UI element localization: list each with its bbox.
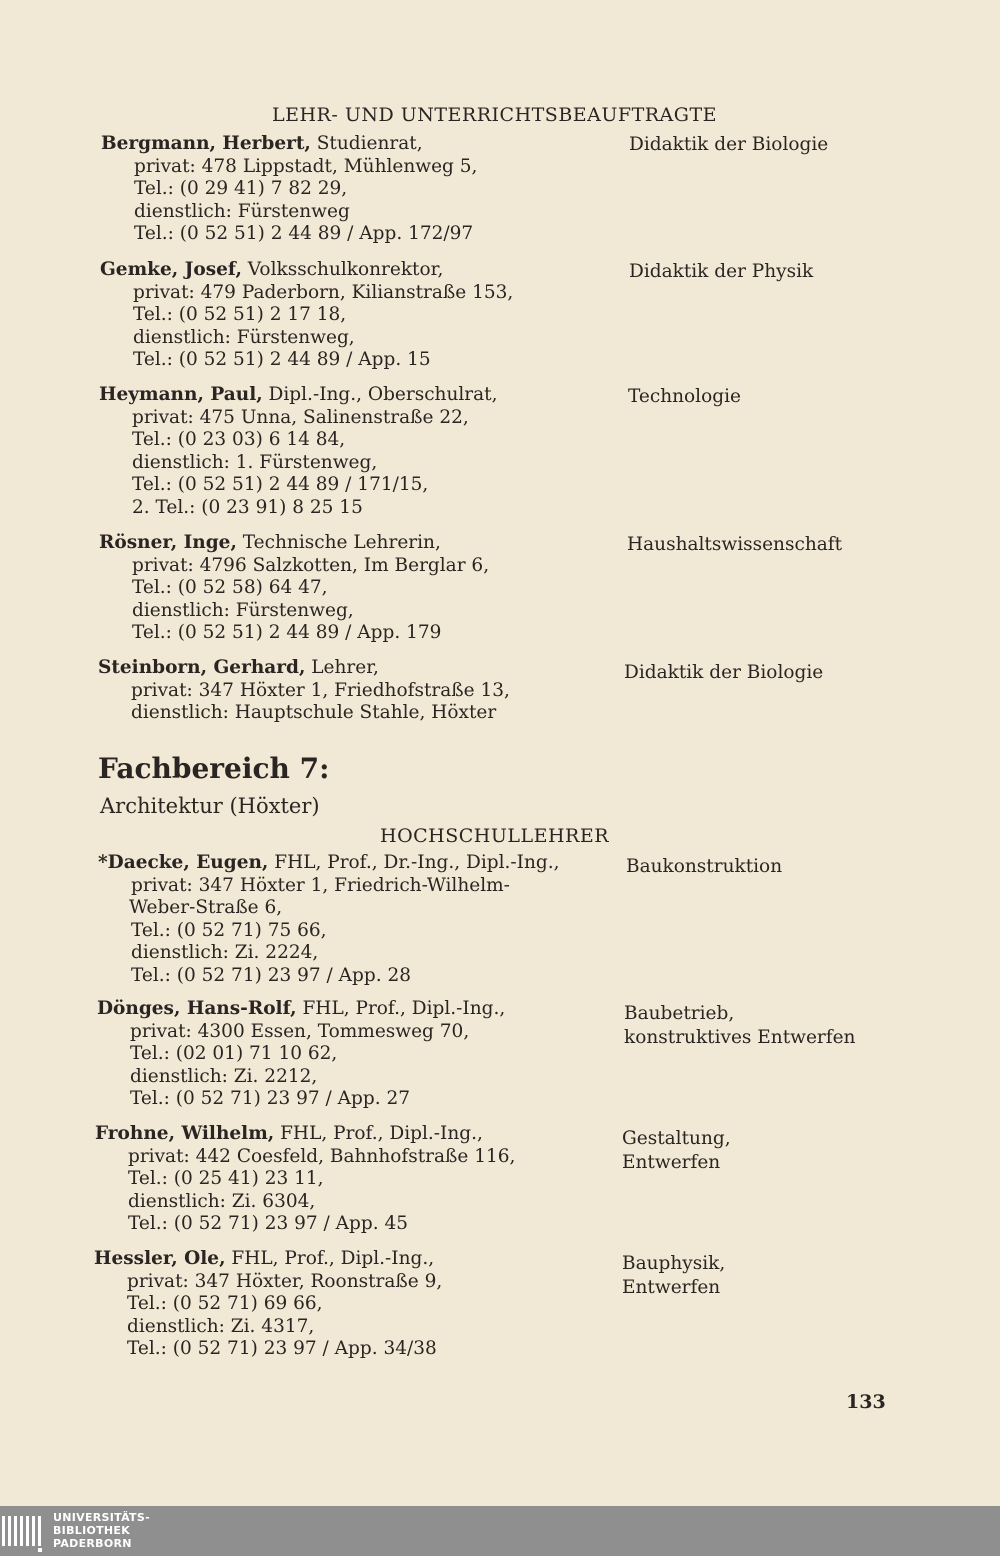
entry-line: privat: 479 Paderborn, Kilianstraße 153, — [133, 281, 514, 303]
logo-line: PADERBORN — [53, 1537, 132, 1550]
subject-line: konstruktives Entwerfen — [624, 1027, 856, 1048]
section-heading: LEHR- UND UNTERRICHTSBEAUFTRAGTE — [272, 104, 717, 126]
entry-line: privat: 442 Coesfeld, Bahnhofstraße 116, — [128, 1145, 516, 1167]
person-name: Frohne, Wilhelm, — [95, 1123, 275, 1144]
subject-line: Entwerfen — [622, 1152, 721, 1173]
person-title: FHL, Prof., Dipl.-Ing., — [225, 1248, 435, 1269]
subject-area: Didaktik der Biologie — [629, 134, 829, 155]
hochschullehrer-entry — [94, 1248, 442, 1361]
entry-line: Tel.: (02 01) 71 10 62, — [130, 1043, 338, 1064]
subject-area — [624, 1002, 855, 1050]
entry-line: privat: 347 Höxter 1, Friedhofstraße 13, — [131, 679, 510, 701]
entry-line: dienstlich: 1. Fürstenweg, — [132, 451, 378, 473]
entry-line: dienstlich: Zi. 2224, — [131, 942, 319, 963]
person-name: Hessler, Ole, — [94, 1248, 226, 1269]
fachbereich-subtitle: Architektur (Höxter) — [100, 794, 320, 818]
subject-line: Bauphysik, — [622, 1253, 726, 1274]
person-name: *Daecke, Eugen, — [98, 852, 269, 873]
lehr-entry — [98, 657, 510, 725]
person-name: Steinborn, Gerhard, — [98, 657, 306, 678]
subject-area: Haushaltswissenschaft — [627, 534, 843, 555]
entry-line: Tel.: (0 52 71) 75 66, — [131, 919, 327, 941]
entry-line: Tel.: (0 29 41) 7 82 29, — [134, 178, 348, 199]
fachbereich-title: Fachbereich 7: — [98, 752, 330, 785]
entry-line: Tel.: (0 52 51) 2 44 89 / 171/15, — [132, 474, 429, 495]
subject-area: Technologie — [628, 386, 741, 407]
subject-area — [622, 1127, 731, 1175]
entry-line: dienstlich: Zi. 4317, — [127, 1315, 315, 1337]
entry-line: dienstlich: Fürstenweg, — [132, 599, 354, 621]
person-title: FHL, Prof., Dr.-Ing., Dipl.-Ing., — [268, 852, 560, 873]
entry-line: privat: 475 Unna, Salinenstraße 22, — [132, 406, 469, 428]
subject-line: Baubetrieb, — [624, 1003, 735, 1024]
library-footer — [0, 1506, 1000, 1556]
subject-area: Didaktik der Biologie — [624, 662, 824, 683]
entry-line: Tel.: (0 52 71) 23 97 / App. 27 — [130, 1088, 410, 1109]
subject-area: Baukonstruktion — [626, 856, 783, 877]
entry-line: privat: 347 Höxter 1, Friedrich-Wilhelm- — [131, 874, 510, 896]
logo-line: BIBLIOTHEK — [53, 1524, 131, 1537]
hochschullehrer-heading: HOCHSCHULLEHRER — [380, 825, 610, 847]
subject-line: Gestaltung, — [622, 1128, 731, 1149]
person-title: Volksschulkonrektor, — [241, 259, 444, 280]
entry-line: dienstlich: Zi. 2212, — [130, 1065, 318, 1087]
entry-line: dienstlich: Fürstenweg, — [133, 326, 355, 348]
entry-line: dienstlich: Hauptschule Stahle, Höxter — [131, 702, 497, 723]
entry-line: Tel.: (0 52 51) 2 44 89 / App. 172/97 — [134, 223, 474, 244]
entry-line: privat: 347 Höxter, Roonstraße 9, — [127, 1270, 443, 1292]
person-title: FHL, Prof., Dipl.-Ing., — [274, 1123, 483, 1144]
person-name: Dönges, Hans-Rolf, — [97, 998, 297, 1019]
page-number: 133 — [846, 1391, 886, 1413]
library-logo-text — [53, 1511, 150, 1550]
entry-line: Tel.: (0 52 71) 23 97 / App. 28 — [131, 964, 411, 986]
person-name: Bergmann, Herbert, — [101, 133, 311, 154]
entry-line: Tel.: (0 25 41) 23 11, — [128, 1168, 324, 1189]
subject-area: Didaktik der Physik — [629, 261, 814, 282]
library-logo-icon — [0, 1510, 46, 1552]
person-name: Rösner, Inge, — [99, 532, 237, 553]
person-name: Gemke, Josef, — [100, 259, 242, 280]
person-title: Dipl.-Ing., Oberschulrat, — [262, 384, 498, 405]
entry-line: dienstlich: Fürstenweg — [134, 200, 350, 222]
lehr-entry — [101, 133, 477, 246]
person-title: FHL, Prof., Dipl.-Ing., — [296, 998, 506, 1019]
person-name: Heymann, Paul, — [99, 384, 263, 405]
entry-line: Tel.: (0 52 71) 69 66, — [127, 1293, 323, 1314]
entry-line: privat: 4796 Salzkotten, Im Berglar 6, — [132, 554, 490, 576]
person-title: Studienrat, — [310, 133, 423, 154]
hochschullehrer-entry — [98, 852, 559, 987]
entry-line: Tel.: (0 23 03) 6 14 84, — [132, 429, 346, 450]
entry-line: Tel.: (0 52 71) 23 97 / App. 45 — [128, 1213, 408, 1234]
entry-line: Tel.: (0 52 51) 2 44 89 / App. 179 — [132, 622, 442, 643]
lehr-entry — [100, 259, 513, 372]
entry-line: privat: 4300 Essen, Tommesweg 70, — [130, 1020, 470, 1042]
subject-line: Entwerfen — [622, 1277, 721, 1298]
lehr-entry — [99, 532, 489, 645]
entry-line: Tel.: (0 52 71) 23 97 / App. 34/38 — [127, 1338, 437, 1359]
entry-line: Tel.: (0 52 51) 2 17 18, — [133, 304, 347, 325]
person-title: Lehrer, — [305, 657, 379, 678]
entry-line: 2. Tel.: (0 23 91) 8 25 15 — [132, 496, 363, 518]
person-title: Technische Lehrerin, — [236, 532, 441, 553]
lehr-entry — [99, 384, 498, 519]
entry-line: Tel.: (0 52 51) 2 44 89 / App. 15 — [133, 349, 431, 370]
entry-line: Weber-Straße 6, — [129, 897, 283, 918]
logo-line: UNIVERSITÄTS- — [53, 1511, 150, 1524]
entry-line: dienstlich: Zi. 6304, — [128, 1190, 316, 1212]
hochschullehrer-entry — [95, 1123, 515, 1236]
entry-line: privat: 478 Lippstadt, Mühlenweg 5, — [134, 155, 478, 177]
hochschullehrer-entry — [97, 998, 505, 1111]
entry-line: Tel.: (0 52 58) 64 47, — [132, 577, 328, 598]
subject-area — [622, 1252, 725, 1300]
